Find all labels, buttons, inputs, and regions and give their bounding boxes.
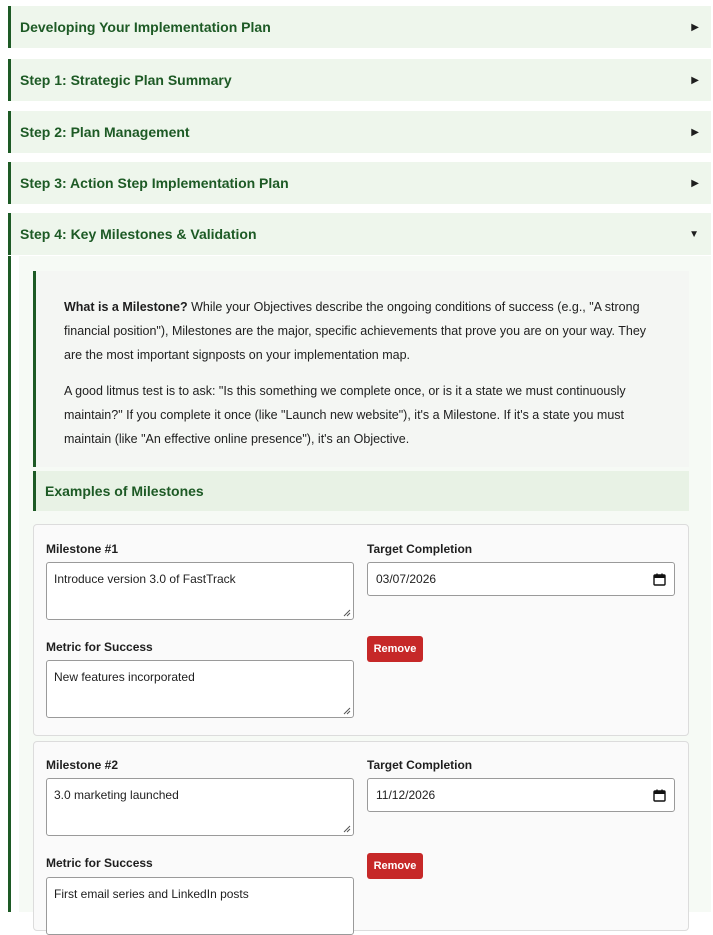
- target-completion-label: Target Completion: [367, 758, 473, 772]
- target-completion-label: Target Completion: [367, 542, 473, 556]
- definition-paragraph: [64, 295, 661, 367]
- date-value: 03/07/2026: [376, 572, 437, 586]
- target-completion-date-input[interactable]: [367, 562, 675, 596]
- accordion-step-1[interactable]: [8, 59, 711, 101]
- milestone-value: Introduce version 3.0 of FastTrack: [54, 572, 236, 586]
- resize-handle-icon[interactable]: [342, 706, 351, 715]
- litmus-test-paragraph: A good litmus test is to ask: "Is this something we complete once, or is it a state we must continuously maintain?" If you complete it once (like "Launch new website"), it's a Milestone. If it's a state you must maintain (like "An effective online presence"), it's an Objective.: [64, 384, 626, 446]
- milestone-definition-box: [33, 271, 689, 467]
- target-completion-date-input[interactable]: [367, 778, 675, 812]
- expand-arrow-icon: ▶: [691, 177, 699, 189]
- remove-milestone-button[interactable]: Remove: [367, 636, 423, 662]
- expand-arrow-icon: ▶: [691, 74, 699, 86]
- milestone-label: Milestone #2: [46, 758, 119, 772]
- metric-value: New features incorporated: [54, 670, 195, 684]
- accordion-title: Developing Your Implementation Plan: [20, 19, 271, 35]
- expand-arrow-icon: ▶: [691, 126, 699, 138]
- accordion-step-4[interactable]: [8, 213, 711, 255]
- milestone-card: [33, 524, 689, 736]
- metric-input[interactable]: [46, 877, 354, 935]
- accordion-step-3[interactable]: [8, 162, 711, 204]
- accordion-title: Step 3: Action Step Implementation Plan: [20, 175, 289, 191]
- accordion-title: Step 2: Plan Management: [20, 124, 190, 140]
- metric-label: Metric for Success: [46, 856, 153, 870]
- metric-label: Metric for Success: [46, 640, 153, 654]
- resize-handle-icon[interactable]: [342, 824, 351, 833]
- accordion-title: Step 1: Strategic Plan Summary: [20, 72, 232, 88]
- milestone-input[interactable]: [46, 778, 354, 836]
- examples-heading: Examples of Milestones: [33, 471, 689, 511]
- accordion-title: Step 4: Key Milestones & Validation: [20, 226, 257, 242]
- collapse-arrow-icon: ▼: [689, 228, 699, 240]
- metric-value: First email series and LinkedIn posts: [54, 887, 249, 901]
- milestone-input[interactable]: [46, 562, 354, 620]
- milestone-value: 3.0 marketing launched: [54, 788, 179, 802]
- calendar-icon[interactable]: [653, 573, 666, 586]
- date-value: 11/12/2026: [376, 788, 436, 802]
- milestone-label: Milestone #1: [46, 542, 119, 556]
- calendar-icon[interactable]: [653, 789, 666, 802]
- accordion-developing-plan[interactable]: [8, 6, 711, 48]
- milestone-card: [33, 741, 689, 931]
- metric-input[interactable]: [46, 660, 354, 718]
- remove-milestone-button[interactable]: Remove: [367, 853, 423, 879]
- definition-text: While your Objectives describe the ongoing conditions of success (e.g., "A strong financial position"), Milestones are the major, specific achievements that prove you are on your way. They are the most important signposts on your implementation map.: [64, 300, 647, 362]
- expand-arrow-icon: ▶: [691, 21, 699, 33]
- resize-handle-icon[interactable]: [342, 608, 351, 617]
- accordion-step-2[interactable]: [8, 111, 711, 153]
- definition-term: What is a Milestone?: [64, 300, 188, 314]
